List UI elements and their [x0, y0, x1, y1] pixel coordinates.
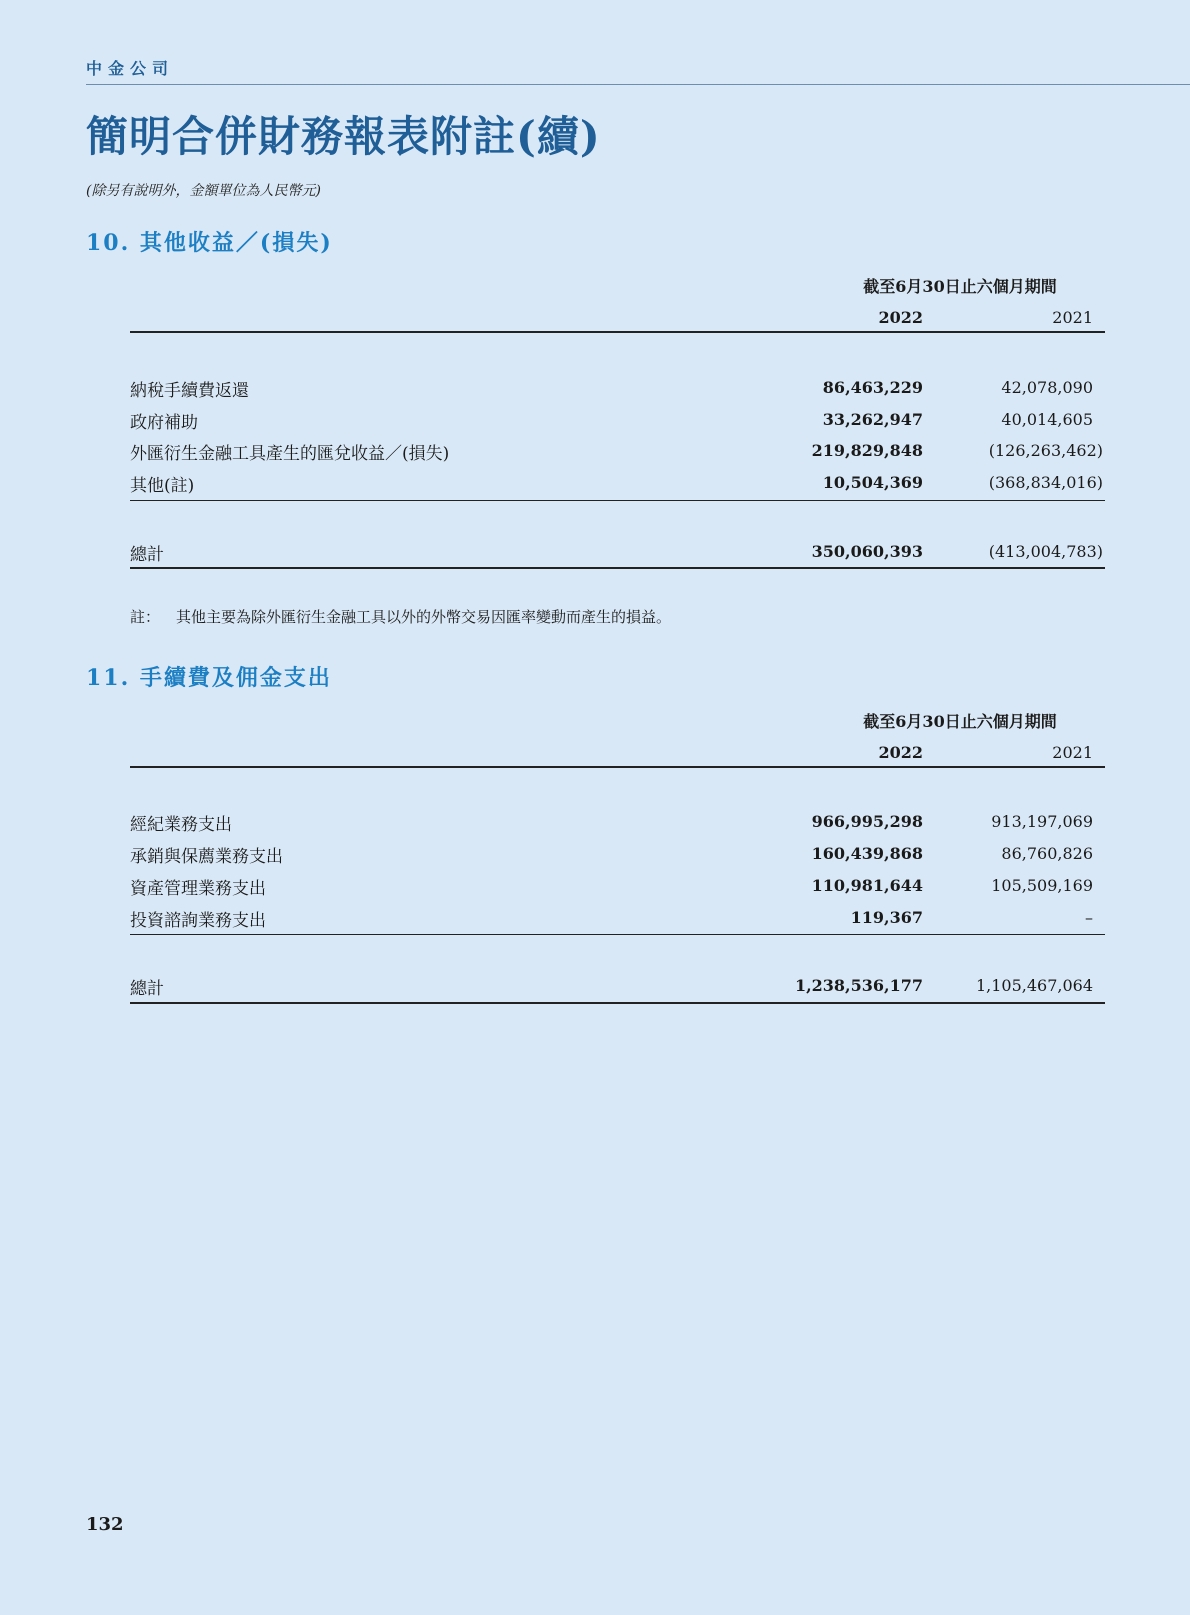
row-value-2022: 219,829,848 [811, 441, 923, 460]
section-heading-other-income: 10. 其他收益／(損失) [86, 230, 333, 256]
row-value-2022: 33,262,947 [822, 410, 923, 429]
row-label: 政府補助 [130, 413, 198, 433]
company-name: 中金公司 [86, 59, 175, 78]
total-label: 總計 [130, 545, 164, 565]
table-row [130, 376, 1105, 404]
subtotal-rule [130, 500, 1105, 501]
row-label: 投資諮詢業務支出 [130, 911, 266, 931]
row-value-2022: 966,995,298 [811, 812, 923, 831]
total-value-2021: (413,004,783) [988, 542, 1103, 561]
footnote-tag: 註： [130, 608, 161, 626]
row-value-2021: 105,509,169 [991, 876, 1093, 895]
header-rule [130, 766, 1105, 768]
row-value-2022: 86,463,229 [822, 378, 923, 397]
table-row [130, 874, 1105, 902]
section-heading-commission-expense: 11. 手續費及佣金支出 [86, 665, 332, 691]
total-row [130, 974, 1105, 1002]
table-row [130, 810, 1105, 838]
row-value-2022: 160,439,868 [811, 844, 923, 863]
row-label: 資產管理業務支出 [130, 879, 266, 899]
row-value-2021: 86,760,826 [1001, 844, 1093, 863]
subtotal-rule [130, 934, 1105, 935]
year-current-header: 2022 [878, 743, 923, 762]
row-label: 納稅手續費返還 [130, 381, 249, 401]
period-label: 截至6月30日止六個月期間 [863, 277, 1057, 296]
header-divider [86, 84, 1190, 85]
total-value-2022: 350,060,393 [811, 542, 923, 561]
footnote-text: 其他主要為除外匯衍生金融工具以外的外幣交易因匯率變動而產生的損益。 [176, 608, 672, 626]
row-value-2022: 119,367 [850, 908, 923, 927]
total-rule [130, 1002, 1105, 1004]
total-value-2022: 1,238,536,177 [794, 976, 923, 995]
row-label: 外匯衍生金融工具產生的匯兌收益／(損失) [130, 444, 450, 464]
total-row [130, 540, 1105, 568]
row-value-2021: 42,078,090 [1001, 378, 1093, 397]
footnote [130, 606, 671, 627]
row-value-2022: 10,504,369 [822, 473, 923, 492]
row-value-2021: (126,263,462) [988, 441, 1103, 460]
total-rule [130, 567, 1105, 569]
table-row [130, 408, 1105, 436]
row-value-2021: 913,197,069 [991, 812, 1093, 831]
row-label: 其他(註) [130, 476, 195, 496]
row-value-2022: 110,981,644 [811, 876, 923, 895]
total-value-2021: 1,105,467,064 [975, 976, 1093, 995]
page-subtitle: (除另有說明外，金額單位為人民幣元) [86, 183, 321, 199]
table-row [130, 842, 1105, 870]
row-value-2021: 40,014,605 [1001, 410, 1093, 429]
header-rule [130, 331, 1105, 333]
year-prior-header: 2021 [1052, 308, 1093, 327]
year-current-header: 2022 [878, 308, 923, 327]
row-value-2021: (368,834,016) [988, 473, 1103, 492]
period-label: 截至6月30日止六個月期間 [863, 712, 1057, 731]
year-prior-header: 2021 [1052, 743, 1093, 762]
total-label: 總計 [130, 979, 164, 999]
table-row [130, 471, 1105, 499]
page-title: 簡明合併財務報表附註(續) [86, 112, 601, 161]
table-row [130, 906, 1105, 934]
table-row [130, 439, 1105, 467]
page-number: 132 [86, 1514, 124, 1535]
row-label: 經紀業務支出 [130, 815, 232, 835]
table-other-income [130, 274, 1105, 574]
table-commission-expense [130, 709, 1105, 1009]
row-value-2021: – [1085, 908, 1093, 927]
row-label: 承銷與保薦業務支出 [130, 847, 283, 867]
